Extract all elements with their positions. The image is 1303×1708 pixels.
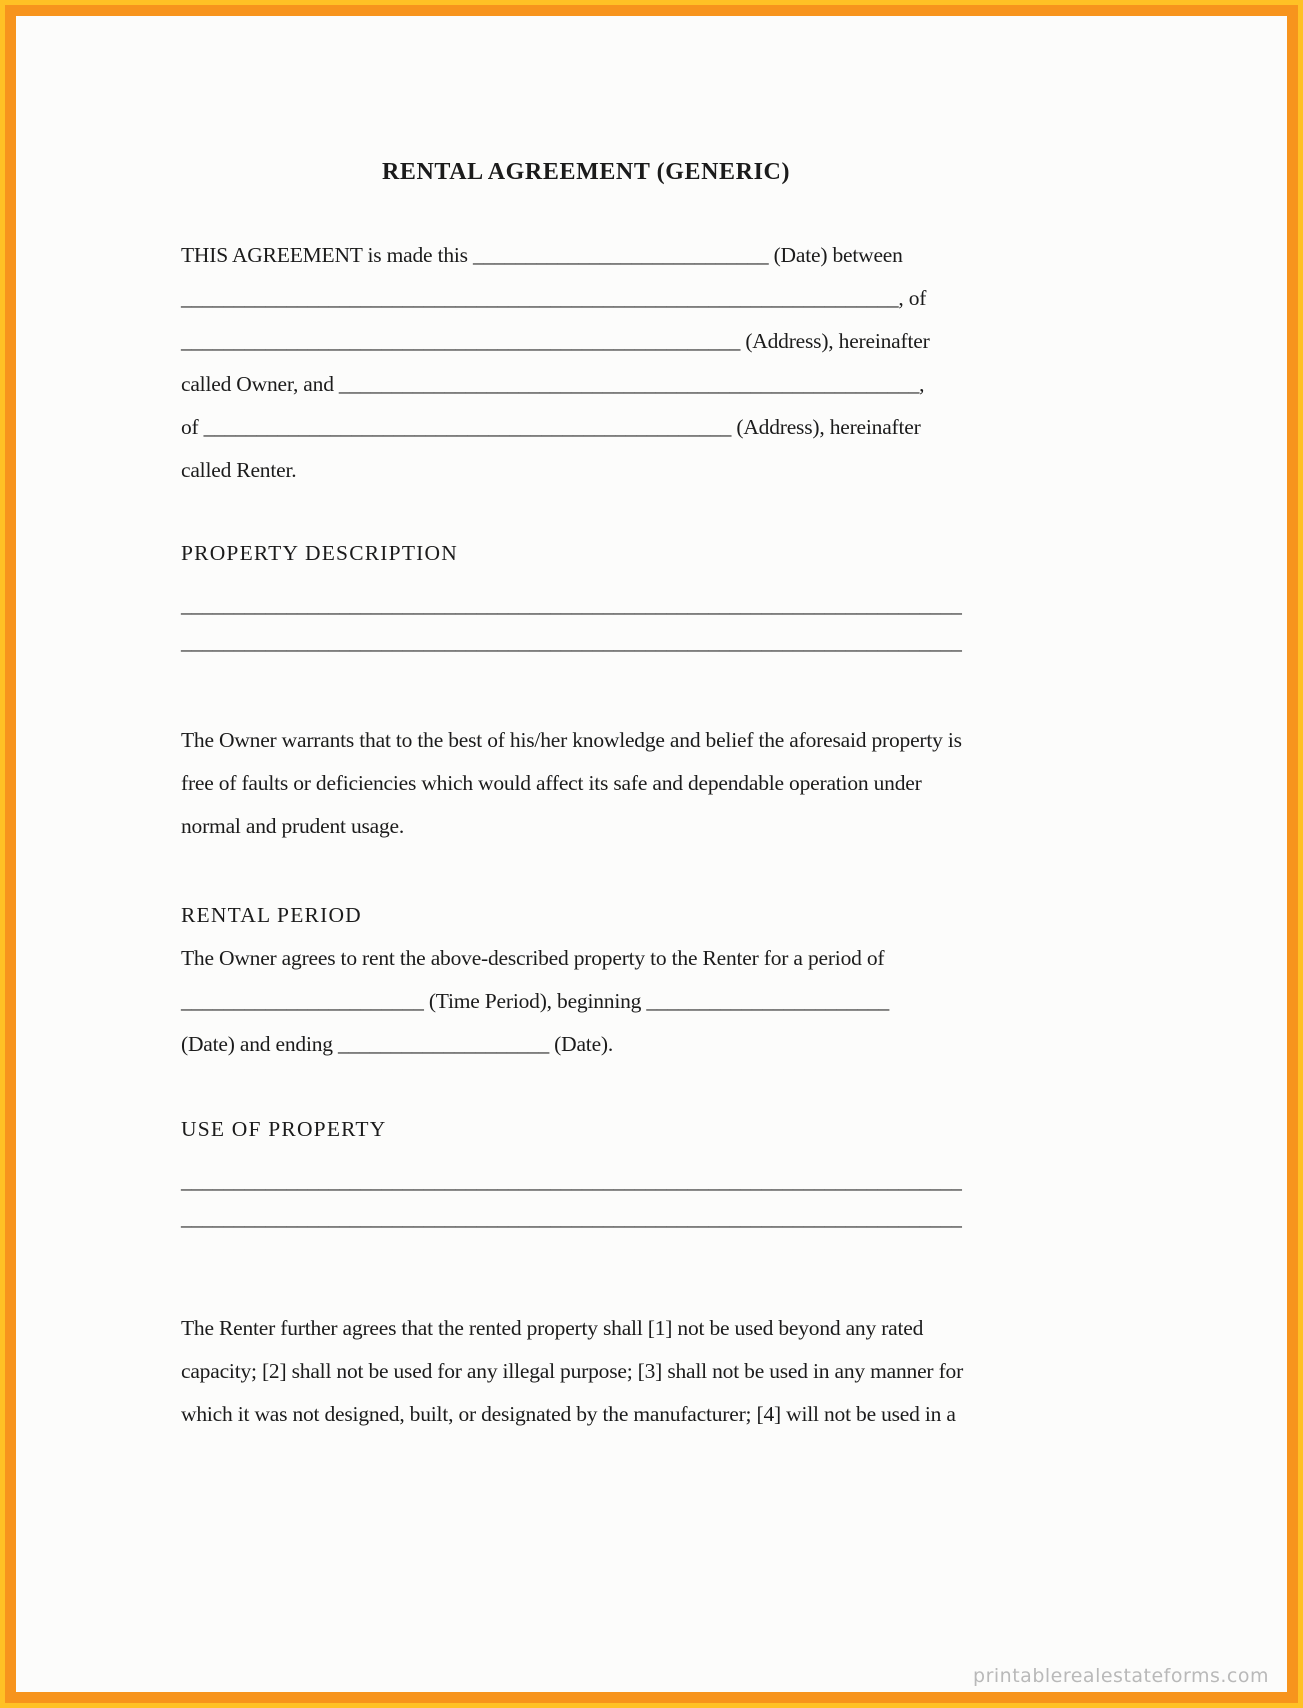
document-title: RENTAL AGREEMENT (GENERIC) (381, 159, 791, 185)
page-border-inner (5, 5, 1298, 1703)
rental-period-line-3: (Date) and ending ____________________ (Date). (181, 1032, 614, 1056)
intro-line-1: THIS AGREEMENT is made this ____________________________ (Date) between (181, 243, 903, 267)
use-of-property-blank-line-1: __________________________________________________________________________ (181, 1169, 962, 1193)
section-heading-rental-period: RENTAL PERIOD (181, 903, 362, 927)
document-page (16, 16, 1287, 1692)
renter-terms-line-2: capacity; [2] shall not be used for any illegal purpose; [3] shall not be used in any manner for (181, 1359, 964, 1383)
intro-line-2: ____________________________________________________________________, of (181, 286, 927, 310)
warranty-line-1: The Owner warrants that to the best of his/her knowledge and belief the aforesaid property is (181, 728, 962, 752)
section-heading-property-description: PROPERTY DESCRIPTION (181, 541, 458, 565)
warranty-paragraph (181, 719, 962, 848)
rental-period-line-1: The Owner agrees to rent the above-described property to the Renter for a period of (181, 946, 885, 970)
renter-terms-paragraph (181, 1307, 964, 1436)
intro-line-3: _____________________________________________________ (Address), hereinafter (181, 329, 930, 353)
renter-terms-line-3: which it was not designed, built, or designated by the manufacturer; [4] will not be used in a (181, 1402, 956, 1426)
warranty-line-2: free of faults or deficiencies which would affect its safe and dependable operation under (181, 771, 922, 795)
rental-period-line-2: _______________________ (Time Period), beginning _______________________ (181, 989, 890, 1013)
rental-period-paragraph (181, 937, 890, 1066)
renter-terms-line-1: The Renter further agrees that the rented property shall [1] not be used beyond any rated (181, 1316, 924, 1340)
intro-line-6: called Renter. (181, 458, 297, 482)
property-description-blank-line-1: __________________________________________________________________________ (181, 593, 962, 617)
intro-line-5: of __________________________________________________ (Address), hereinafter (181, 415, 921, 439)
intro-paragraph (181, 234, 930, 492)
site-watermark: printablerealestateforms.com (973, 1665, 1269, 1687)
intro-line-4: called Owner, and _______________________________________________________, (181, 372, 925, 396)
warranty-line-3: normal and prudent usage. (181, 814, 405, 838)
section-heading-use-of-property: USE OF PROPERTY (181, 1117, 387, 1141)
use-of-property-blank-line-2: __________________________________________________________________________ (181, 1206, 962, 1230)
property-description-blank-line-2: __________________________________________________________________________ (181, 630, 962, 654)
document-content (16, 16, 964, 1436)
